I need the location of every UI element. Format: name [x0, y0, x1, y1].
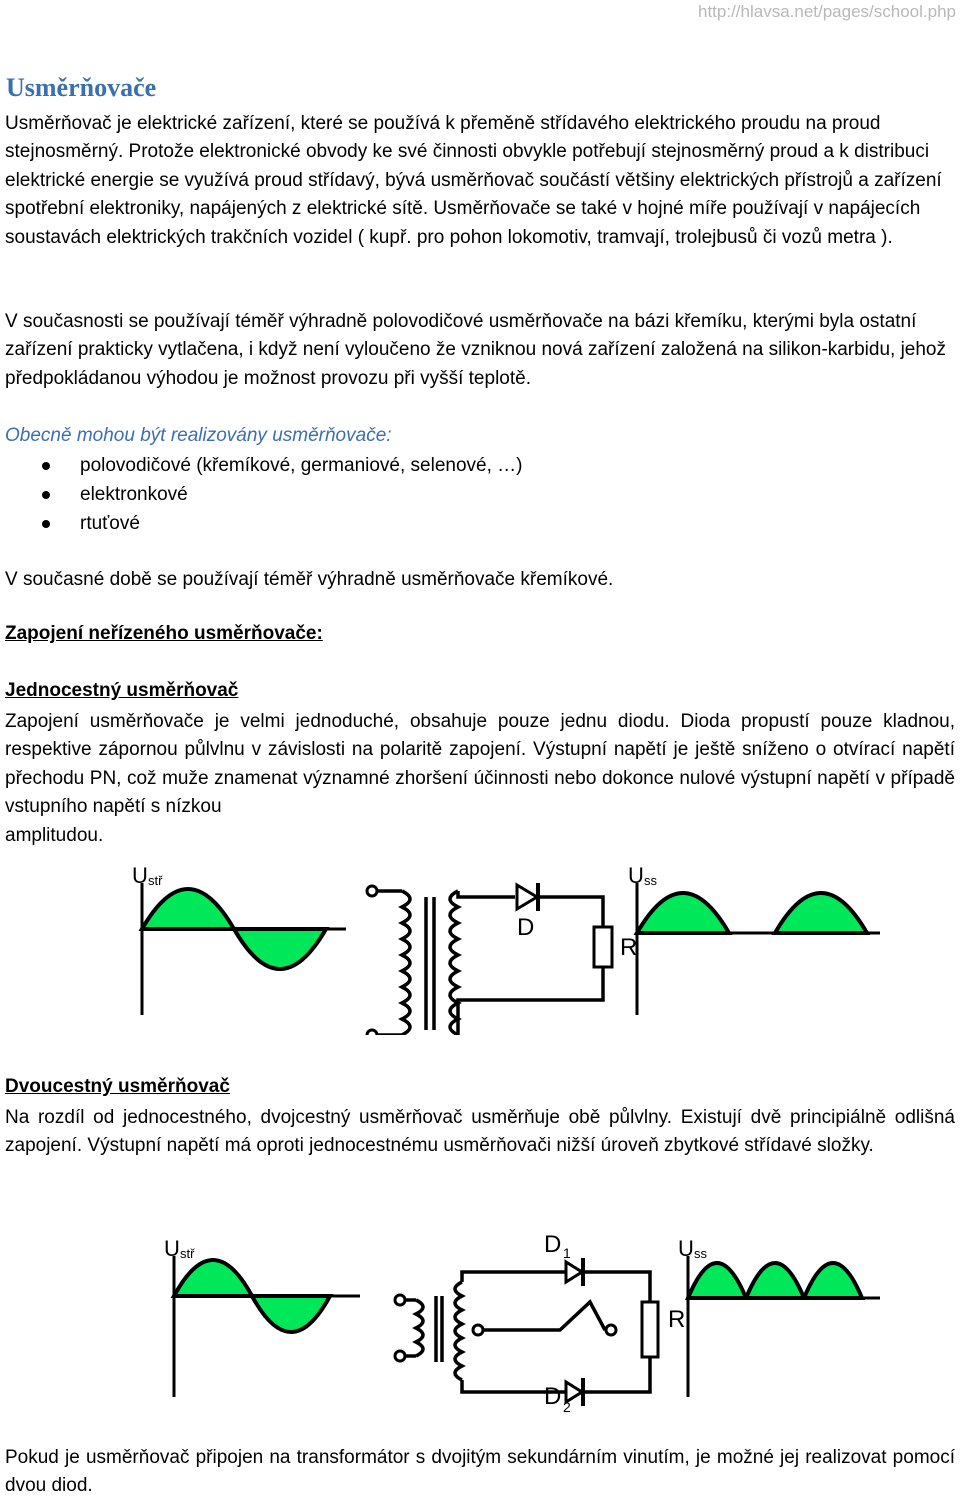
- footer-paragraph: Pokud je usměrňovač připojen na transformátor s dvojitým sekundárním vinutím, je možné jej realizovat pomocí dvou diod.: [5, 1447, 955, 1497]
- input-terminal-icon: [367, 1030, 377, 1035]
- half-wave-heading: Jednocestný usměrňovač: [5, 680, 239, 701]
- resistor-label: R: [668, 1306, 686, 1333]
- input-voltage-subscript: stř: [148, 873, 163, 888]
- full-wave-text: Na rozdíl od jednocestného, dvojcestný usměrňovač usměrňuje obě půlvlny. Existují dvě principiálně odlišná zapojení. Výstupní napětí má oproti jednocestnému usměrňovači nižší úroveň zbytkové střídavé složky.: [5, 1107, 955, 1157]
- bullet-icon: [42, 462, 50, 470]
- resistor-label: R: [620, 934, 638, 961]
- output-wave-fill: [775, 893, 867, 933]
- types-lead: Obecně mohou být realizovány usměrňovače:: [5, 425, 392, 446]
- diode-icon: [517, 883, 538, 941]
- output-terminal-icon: [606, 1325, 616, 1335]
- output-wave-fill: [804, 1263, 862, 1298]
- output-voltage-label: U: [678, 1236, 694, 1261]
- bullet-icon: [42, 520, 50, 528]
- full-wave-heading: Dvoucestný usměrňovač: [5, 1076, 230, 1097]
- transformer-icon: [376, 891, 458, 1035]
- diode-1-subscript: 1: [563, 1245, 571, 1261]
- circuit-wires: [462, 1272, 650, 1392]
- center-tap-terminal-icon: [473, 1325, 483, 1335]
- output-wave-fill: [688, 1263, 746, 1298]
- diode-label: D: [517, 914, 535, 941]
- diode-2-icon: [544, 1378, 583, 1415]
- output-wave-fill: [637, 893, 729, 933]
- half-wave-text: Zapojení usměrňovače je velmi jednoduché, obsahuje pouze jednu diodu. Dioda propustí pouze kladnou, respektive zápornou půlvlnu v závislosti na polaritě zapojení. Výstupní napětí je ještě sníženo o otvírací napětí přechodu PN, což muže znamenat významné zhoršení účinnosti nebo dokonce nulové výstupní napětí v případě vstupního napětí s nízkou: [5, 711, 955, 818]
- today-paragraph: V současné době se používají téměř výhradně usměrňovače křemíkové.: [5, 569, 614, 590]
- input-voltage-graph: [132, 863, 346, 1015]
- input-terminal-icon: [395, 1351, 405, 1361]
- section-heading: Zapojení neřízeného usměrňovače:: [5, 623, 323, 644]
- output-voltage-subscript: ss: [694, 1246, 707, 1261]
- resistor-icon: [594, 927, 637, 967]
- half-wave-diagram: [0, 855, 960, 1035]
- diode-2-label: D: [544, 1383, 562, 1410]
- list-item: polovodičové (křemíkové, germaniové, selenové, …): [0, 451, 522, 480]
- output-voltage-graph: [628, 863, 880, 1015]
- output-wave-fill: [746, 1263, 804, 1298]
- present-paragraph: V současnosti se používají téměř výhradně polovodičové usměrňovače na bázi křemíku, kterými byla ostatní zařízení prakticky vytlačena, i když není vyloučeno že vzniknou nová zařízení založená na silikon-karbidu, jehož předpokládanou výhodou je možnost provozu při vyšší teplotě.: [5, 311, 946, 389]
- output-voltage-subscript: ss: [644, 873, 657, 888]
- full-wave-diagram: [0, 1222, 960, 1422]
- output-voltage-label: U: [628, 863, 644, 888]
- list-item: elektronkové: [0, 480, 522, 509]
- types-list: [0, 451, 522, 538]
- resistor-icon: [642, 1302, 685, 1357]
- circuit-wires: [458, 891, 603, 1035]
- input-terminal-icon: [395, 1295, 405, 1305]
- diode-1-icon: [544, 1231, 583, 1286]
- input-voltage-label: U: [132, 863, 148, 888]
- input-terminal-icon: [367, 886, 377, 896]
- transformer-icon: [404, 1282, 462, 1380]
- output-voltage-graph: [678, 1236, 880, 1397]
- input-voltage-subscript: stř: [180, 1246, 195, 1261]
- list-item: rtuťové: [0, 509, 522, 538]
- diode-1-label: D: [544, 1231, 562, 1258]
- intro-paragraph: Usměrňovač je elektrické zařízení, které se používá k přeměně střídavého elektrického proudu na proud stejnosměrný. Protože elektronické obvody ke své činnosti obvykle potřebují stejnosměrný proud a k distribuci elektrické energie se využívá proud střídavý, bývá usměrňovač součástí většiny elektrických přístrojů a zařízení spotřební elektroniky, napájených z elektrické sítě. Usměrňovače se také v hojné míře používají v napájecích soustavách elektrických trakčních vozidel ( kupř. pro pohon lokomotiv, tramvají, trolejbusů či vozů metra ).: [5, 113, 942, 248]
- input-voltage-graph: [164, 1236, 360, 1397]
- half-wave-text-end: amplitudou.: [5, 825, 104, 846]
- diode-2-subscript: 2: [563, 1399, 571, 1415]
- bullet-icon: [42, 491, 50, 499]
- input-voltage-label: U: [164, 1236, 180, 1261]
- page-url: http://hlavsa.net/pages/school.php: [697, 2, 956, 21]
- page-title: Usměrňovače: [6, 73, 157, 102]
